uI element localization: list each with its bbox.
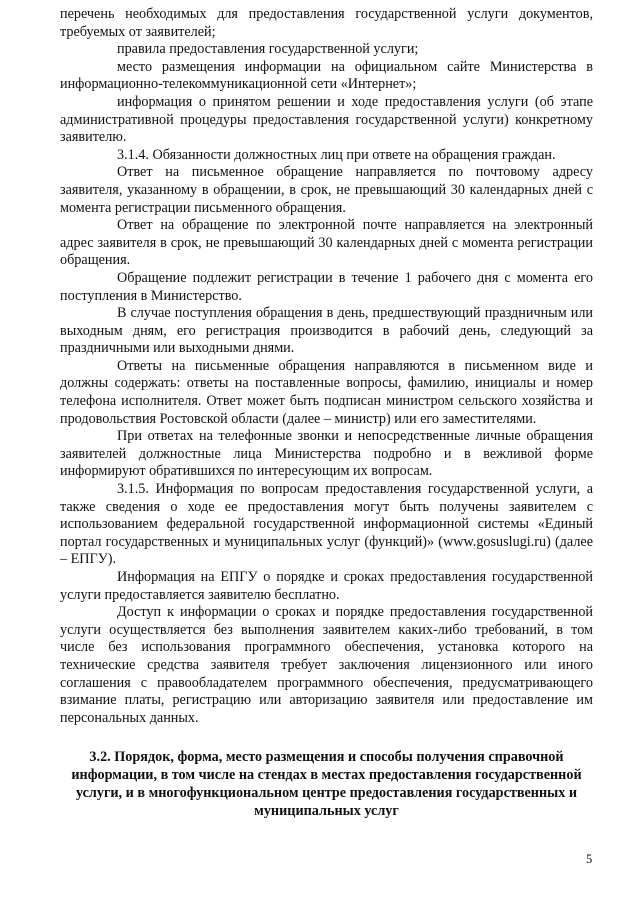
paragraph-website-info: место размещения информации на официальном сайте Министерства в информационно-телекоммуникационной сети «Интернет»; [60, 58, 593, 93]
document-page [60, 6, 593, 821]
paragraph-holidays: В случае поступления обращения в день, предшествующий праздничным или выходным дням, его регистрация производится в рабочий день, следующий за праздничными или выходными днями. [60, 305, 593, 357]
paragraph-service-rules: правила предоставления государственной услуги; [117, 41, 419, 58]
section-heading-3-2: 3.2. Порядок, форма, место размещения и способы получения справочной информации, в том числе на стендах в местах предоставления государственной услуги, и в многофункциональном центре предоставления государственных и муниципальных услуг [71, 749, 582, 819]
paragraph-epgu-free: Информация на ЕПГУ о порядке и сроках предоставления государственной услуги предоставляется заявителю бесплатно. [60, 569, 593, 603]
paragraph-access: Доступ к информации о сроках и порядке предоставления государственной услуги осуществляется без выполнения заявителем каких-либо требований, в том числе без использования программного обеспечения, установка которого на технические средства заявителя требует заключения лицензионного или иного соглашения с правообладателем программного обеспечения, предусматривающего взимание платы, регистрацию или авторизацию заявителя или предоставление им персональных данных. [60, 604, 593, 726]
page-number: 5 [586, 852, 593, 866]
paragraph-phone-calls: При ответах на телефонные звонки и непосредственные личные обращения заявителей должностные лица Министерства подробно и в вежливой форме информируют обратившихся по интересующим их вопросам. [60, 428, 593, 480]
paragraph-reply-content: Ответы на письменные обращения направляются в письменном виде и должны содержать: ответы на поставленные вопросы, фамилию, инициалы и номер телефона исполнителя. Ответ может быть подписан министром сельского хозяйства и продовольствия Ростовской области (далее – министр) или его заместителями. [60, 357, 593, 427]
paragraph-documents-list: перечень необходимых для предоставления государственной услуги документов, требуемых от заявителей; [60, 6, 593, 40]
paragraph-decision-info: информация о принятом решении и ходе предоставления услуги (об этапе административной процедуры предоставления государственной услуги) конкретному заявителю. [60, 93, 593, 146]
paragraph-registration: Обращение подлежит регистрации в течение 1 рабочего дня с момента его поступления в Министерство. [60, 269, 593, 304]
paragraph-3-1-5: 3.1.5. Информация по вопросам предоставления государственной услуги, а также сведения о ходе ее предоставления могут быть получены заявителем с использованием федеральной государственной информационной системы «Единый портал государственных и муниципальных услуг (функций)» (www.gosuslugi.ru) (далее – ЕПГУ). [60, 481, 593, 568]
paragraph-written-reply: Ответ на письменное обращение направляется по почтовому адресу заявителя, указанному в обращении, в срок, не превышающий 30 календарных дней с момента регистрации письменного обращения. [60, 164, 593, 216]
paragraph-email-reply: Ответ на обращение по электронной почте направляется на электронный адрес заявителя в срок, не превышающий 30 календарных дней с момента регистрации обращения. [60, 217, 593, 269]
paragraph-3-1-4: 3.1.4. Обязанности должностных лиц при ответе на обращения граждан. [117, 146, 556, 163]
